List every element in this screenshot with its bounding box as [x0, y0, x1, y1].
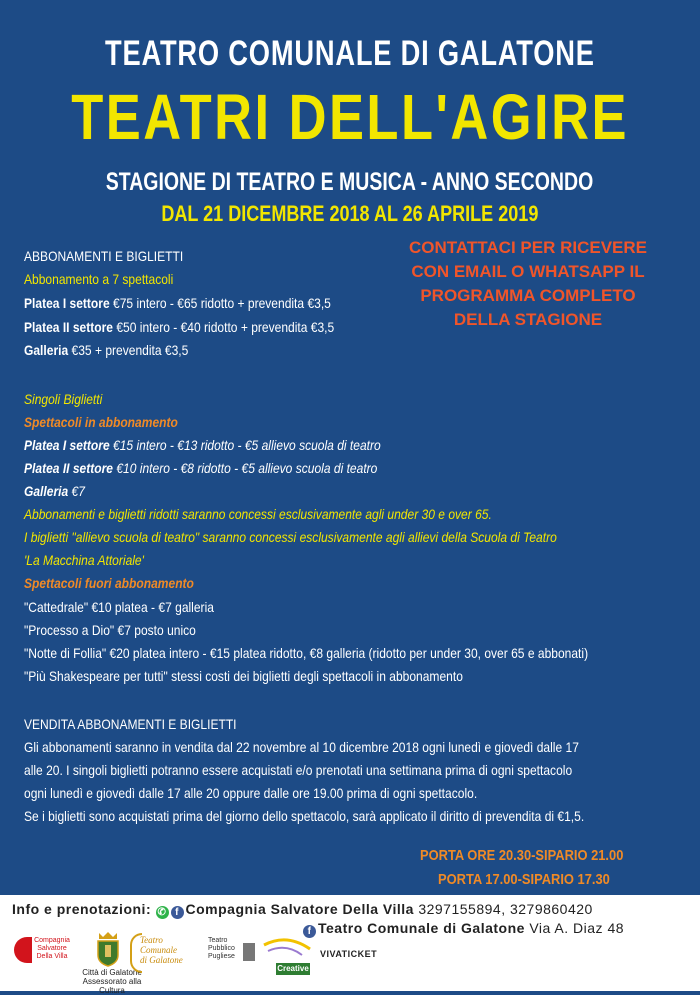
vivaticket-logo: VIVATICKET [320, 949, 378, 959]
citta-galatone-label: Città di Galatone Assessorato alla Cultura [82, 968, 142, 995]
fuori-row: "Cattedrale" €10 platea - €7 galleria [24, 599, 214, 615]
facebook-icon: f [303, 925, 316, 938]
phone-numbers: 3297155894, 3279860420 [413, 901, 593, 917]
vendita-line: Gli abbonamenti saranno in vendita dal 22 novembre al 10 dicembre 2018 ogni lunedì e giovedì dalle 17 [24, 739, 579, 755]
singoli-sub: Spettacoli in abbonamento [24, 414, 178, 430]
abbonamenti-sub: Abbonamento a 7 spettacoli [24, 271, 174, 287]
singoli-row: Platea II settore €10 intero - €8 ridotto - €5 allievo scuola di teatro [24, 460, 378, 476]
footer [0, 895, 700, 995]
teatro-line [303, 920, 624, 938]
compagnia-logo-text: Compagnia Salvatore Della Villa [34, 937, 70, 960]
company-name[interactable]: Compagnia Salvatore Della Villa [185, 901, 414, 917]
info-line [12, 901, 593, 919]
teatro-name[interactable]: Teatro Comunale di Galatone [318, 920, 525, 936]
singoli-row: Platea I settore €15 intero - €13 ridotto - €5 allievo scuola di teatro [24, 437, 381, 453]
fuori-heading: Spettacoli fuori abbonamento [24, 575, 194, 591]
abbonamenti-heading: ABBONAMENTI E BIGLIETTI [24, 248, 184, 264]
contact-line: PROGRAMMA COMPLETO [420, 286, 636, 305]
contact-line: DELLA STAGIONE [453, 310, 603, 329]
tpp-logo-text: Teatro Pubblico Pugliese [208, 937, 235, 960]
fuori-row: "Processo a Dio" €7 posto unico [24, 622, 196, 638]
abbonamento-row: Platea II settore €50 intero - €40 ridotto + prevendita €3,5 [24, 319, 335, 335]
abbonamento-row: Galleria €35 + prevendita €3,5 [24, 342, 189, 358]
orario-serale: PORTA ORE 20.30-SIPARIO 21.00 [420, 847, 624, 864]
whatsapp-icon: ✆ [156, 906, 169, 919]
orario-pomeridiano: PORTA 17.00-SIPARIO 17.30 [438, 871, 610, 888]
singoli-row: Galleria €7 [24, 483, 85, 499]
abbonamento-row: Platea I settore €75 intero - €65 ridotto + prevendita €3,5 [24, 295, 331, 311]
contact-notice [378, 236, 678, 332]
singoli-note: I biglietti "allievo scuola di teatro" saranno concessi esclusivamente agli allievi della Scuola di Teatro [24, 529, 557, 545]
info-label: Info e prenotazioni: [12, 901, 152, 917]
facebook-icon: f [171, 906, 184, 919]
teatro-address: Via A. Diaz 48 [524, 920, 625, 936]
galatone-crest-icon [95, 931, 121, 967]
contact-line: CONTATTACI PER RICEVERE [408, 238, 647, 257]
contact-line: CON EMAIL O WHATSAPP IL [411, 262, 645, 281]
singoli-note: Abbonamenti e biglietti ridotti saranno concessi esclusivamente agli under 30 e over 65. [24, 506, 492, 522]
vendita-heading: VENDITA ABBONAMENTI E BIGLIETTI [24, 716, 237, 732]
singoli-note: 'La Macchina Attoriale' [24, 552, 144, 568]
fuori-row: "Più Shakespeare per tutti" stessi costi dei biglietti degli spettacoli in abbonamento [24, 668, 463, 684]
vendita-line: ogni lunedì e giovedì dalle 17 alle 20 oppure dalle ore 19.00 prima di ogni spettacolo. [24, 785, 478, 801]
theatre-title: TEATRO COMUNALE DI GALATONE [105, 34, 595, 73]
singoli-heading: Singoli Biglietti [24, 391, 103, 407]
compagnia-logo-mark [14, 937, 32, 963]
creative-logo-text: Creative [277, 964, 309, 973]
season-subtitle: STAGIONE DI TEATRO E MUSICA - ANNO SECONDO [106, 168, 594, 196]
vendita-line: alle 20. I singoli biglietti potranno essere acquistati e/o prenotati una settimana prima di ogni spettacolo [24, 762, 573, 778]
season-dates: DAL 21 DICEMBRE 2018 AL 26 APRILE 2019 [161, 201, 539, 226]
tpp-logo-icon [243, 943, 255, 961]
teatro-comunale-logo-text: Teatro Comunale di Galatone [140, 935, 183, 965]
fuori-row: "Notte di Follia" €20 platea intero - €15 platea ridotto, €8 galleria (ridotto per under 30, over 65 e abbonati) [24, 645, 589, 661]
season-title: TEATRI DELL'AGIRE [71, 81, 629, 153]
vendita-line: Se i biglietti sono acquistati prima del giorno dello spettacolo, sarà applicato il diritto di prevendita di €1,5. [24, 808, 585, 824]
